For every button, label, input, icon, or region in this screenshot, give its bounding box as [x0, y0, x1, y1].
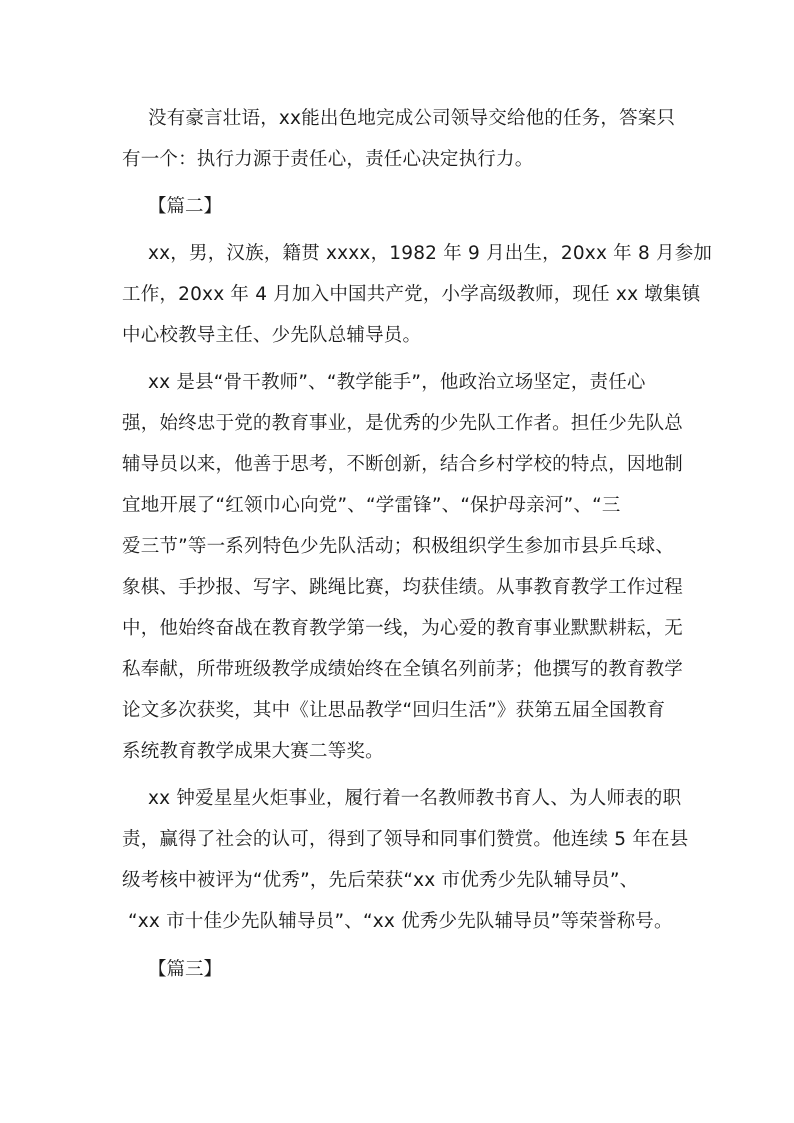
paragraph-4-line-4: “xx 市十佳少先队辅导员”、“xx 优秀少先队辅导员”等荣誉称号。	[128, 911, 673, 932]
paragraph-3-line-5: 爱三节”等一系列特色少先队活动；积极组织学生参加市县乒乓球、	[122, 536, 675, 557]
paragraph-1-line-1: 没有豪言壮语，xx能出色地完成公司领导交给他的任务，答案只	[148, 108, 676, 129]
paragraph-2-line-2: 工作，20xx 年 4 月加入中国共产党，小学高级教师，现任 xx 墩集镇	[122, 284, 701, 305]
paragraph-4-line-1: xx 钟爱星星火炬事业，履行着一名教师教书育人、为人师表的职	[148, 788, 682, 809]
section-heading-2: 【篇二】	[148, 196, 223, 217]
paragraph-4-line-3: 级考核中被评为“优秀”，先后荣获“xx 市优秀少先队辅导员”、	[122, 870, 639, 891]
paragraph-4-line-2: 责，赢得了社会的认可，得到了领导和同事们赞赏。他连续 5 年在县	[122, 829, 689, 850]
section-heading-3: 【篇三】	[148, 959, 223, 980]
paragraph-3-line-2: 强，始终忠于党的教育事业，是优秀的少先队工作者。担任少先队总	[122, 413, 684, 434]
paragraph-3-line-9: 论文多次获奖，其中《让思品教学“回归生活”》获第五届全国教育	[122, 700, 666, 721]
paragraph-3-line-6: 象棋、手抄报、写字、跳绳比赛，均获佳绩。从事教育教学工作过程	[122, 577, 684, 598]
paragraph-2-line-3: 中心校教导主任、少先队总辅导员。	[122, 325, 422, 346]
paragraph-3-line-10: 系统教育教学成果大赛二等奖。	[122, 741, 384, 762]
paragraph-3-line-8: 私奉献，所带班级教学成绩始终在全镇名列前茅；他撰写的教育教学	[122, 659, 684, 680]
paragraph-3-line-7: 中，他始终奋战在教育教学第一线，为心爱的教育事业默默耕耘，无	[122, 618, 684, 639]
paragraph-1-line-2: 有一个：执行力源于责任心，责任心决定执行力。	[122, 149, 534, 170]
paragraph-3-line-4: 宜地开展了“红领巾心向党”、“学雷锋”、“保护母亲河”、“三	[122, 495, 621, 516]
paragraph-3-line-3: 辅导员以来，他善于思考，不断创新，结合乡村学校的特点，因地制	[122, 454, 684, 475]
paragraph-3-line-1: xx 是县“骨干教师”、“教学能手”，他政治立场坚定，责任心	[148, 372, 646, 393]
paragraph-2-line-1: xx，男，汉族，籍贯 xxxx，1982 年 9 月出生，20xx 年 8 月参加	[148, 243, 713, 264]
